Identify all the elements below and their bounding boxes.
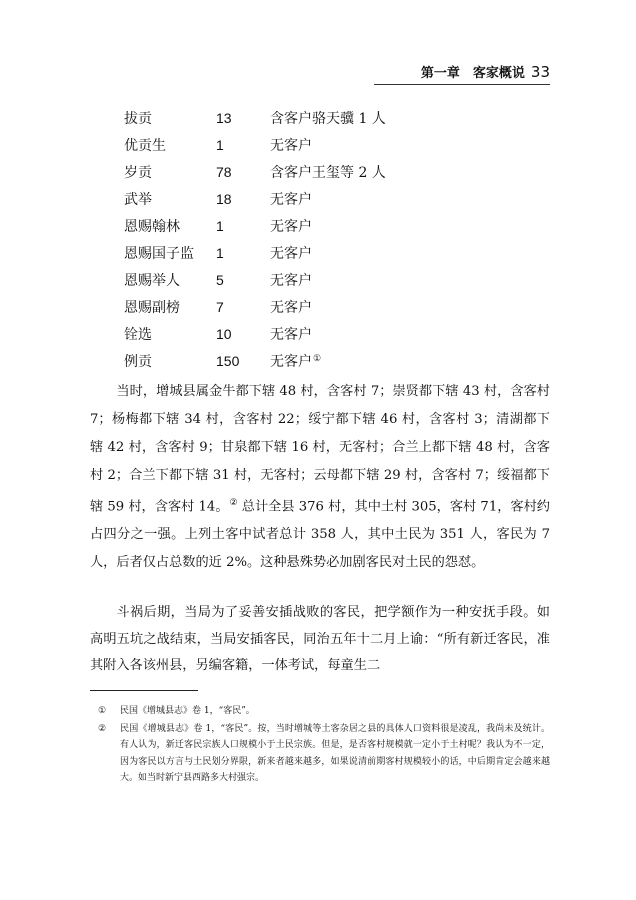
running-header bbox=[380, 62, 550, 84]
table-row bbox=[124, 294, 470, 321]
degree-note: 无客户 bbox=[270, 354, 312, 371]
degree-count: 7 bbox=[216, 299, 224, 316]
table-row bbox=[124, 104, 470, 131]
degree-note: 含客户骆天骥 1 人 bbox=[270, 110, 386, 127]
header-rule bbox=[374, 84, 550, 85]
body-paragraph-2: 斗祸后期，当局为了妥善安插战败的客民，把学额作为一种安抚手段。如高明五坑之战结束，当局安插客民，同治五年十二月上谕：“所有新迁客民，准其附入各该州县，另编客籍，一体考试，每童生二 bbox=[90, 605, 550, 673]
degree-title: 武举 bbox=[124, 191, 152, 208]
footnote-text: 民国《增城县志》卷 1，“客民”。 bbox=[120, 706, 255, 716]
paragraph-1-text-b: 总计全县 376 村，其中土村 305，客村 71，客村约占四分之一强。上列土客中试者总计 358 人，其中土民为 351 人，客民为 7 人，后者仅占总数的近 2%。这种悬殊势必加剧客民对土民的怨怼。 bbox=[90, 499, 550, 570]
degree-title: 岁贡 bbox=[124, 164, 152, 181]
degree-note: 含客户王玺等 2 人 bbox=[270, 164, 386, 181]
degree-count: 78 bbox=[216, 163, 232, 180]
table-row bbox=[124, 185, 470, 212]
degree-note-cell bbox=[270, 348, 470, 375]
degree-note: 无客户 bbox=[270, 327, 312, 344]
footnote-2 bbox=[90, 721, 550, 787]
footnote-text: 民国《增城县志》卷 1，“客民”。按，当时增城等土客杂居之县的具体人口资料很是凌乱，我尚未及统计。有人认为，新迁客民宗族人口规模小于土民宗族。但是，是否客村规模就一定小于土村呢？我认为不一定，因为客民以方言与土民划分界限，新来者越来越多，如果说清前期客村规模较小的话，中后期肯定会越来越大。如当时新宁县西路多大村强宗。 bbox=[120, 723, 550, 783]
footnote-divider bbox=[90, 690, 198, 691]
body-paragraph-1 bbox=[90, 378, 550, 577]
degree-title: 铨选 bbox=[124, 327, 152, 344]
degree-note: 无客户 bbox=[270, 191, 312, 208]
degree-title: 优贡生 bbox=[124, 137, 166, 154]
degree-count: 18 bbox=[216, 190, 232, 207]
degree-count: 1 bbox=[216, 136, 224, 153]
degree-count: 150 bbox=[216, 353, 240, 370]
paragraph-1-text-a: 当时，增城县属金牛都下辖 48 村，含客村 7；崇贤都下辖 43 村，含客村 7；杨梅都下辖 34 村，含客村 22；绥宁都下辖 46 村，含客村 3；清湖都下辖 42 村，含客村 9；甘泉都下辖 16 村，无客村；合兰上都下辖 48 村，含客村 2；合兰下都下辖 31 村，无客村；云母都下辖 29 村，含客村 7；绥福都下辖 59 村，含客村 14。 bbox=[90, 384, 550, 515]
degree-title: 恩赐副榜 bbox=[124, 300, 180, 317]
table-row bbox=[124, 239, 470, 266]
table-row bbox=[124, 321, 470, 348]
degree-count: 1 bbox=[216, 217, 224, 234]
degree-note: 无客户 bbox=[270, 300, 312, 317]
degree-title: 拔贡 bbox=[124, 110, 152, 127]
table-row bbox=[124, 131, 470, 158]
footnote-mark: ① bbox=[98, 706, 107, 716]
degree-table bbox=[124, 104, 470, 375]
table-row bbox=[124, 212, 470, 239]
degree-title: 恩赐举人 bbox=[124, 273, 180, 290]
degree-count: 13 bbox=[216, 109, 232, 126]
table-row bbox=[124, 267, 470, 294]
footnote-1 bbox=[90, 703, 550, 720]
degree-note: 无客户 bbox=[270, 273, 312, 290]
chapter-title: 第一章 客家概说 bbox=[420, 66, 525, 81]
footnotes bbox=[90, 703, 550, 788]
degree-count: 5 bbox=[216, 272, 224, 289]
degree-count: 1 bbox=[216, 245, 224, 262]
footnote-ref-2[interactable]: ② bbox=[229, 497, 238, 508]
degree-title: 例贡 bbox=[124, 354, 152, 371]
degree-title: 恩赐国子监 bbox=[124, 246, 194, 263]
footnote-mark: ② bbox=[98, 723, 107, 734]
table-row bbox=[124, 348, 470, 375]
page-number: 33 bbox=[530, 63, 550, 81]
table-row bbox=[124, 158, 470, 185]
degree-note: 无客户 bbox=[270, 137, 312, 154]
degree-note: 无客户 bbox=[270, 218, 312, 235]
degree-count: 10 bbox=[216, 326, 232, 343]
footnote-ref-1[interactable]: ① bbox=[313, 353, 322, 364]
degree-note: 无客户 bbox=[270, 246, 312, 263]
degree-title: 恩赐翰林 bbox=[124, 218, 180, 235]
